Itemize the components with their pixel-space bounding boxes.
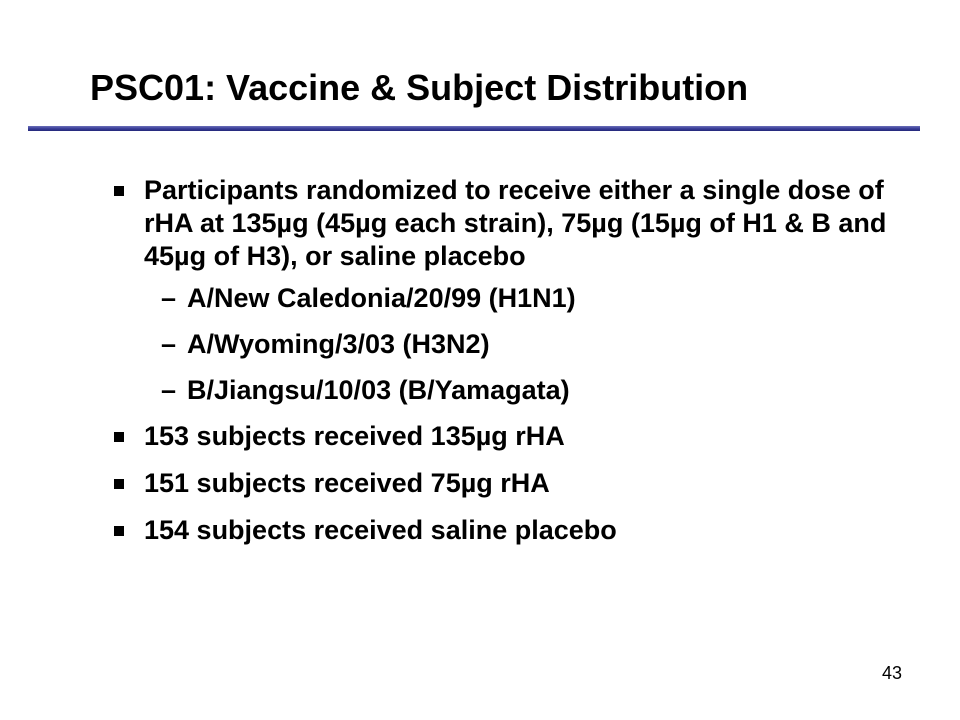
square-bullet-icon [114, 432, 124, 442]
square-bullet-icon [114, 186, 124, 196]
bullet-text: 151 subjects received 75µg rHA [144, 468, 550, 498]
title-divider [28, 126, 920, 131]
sub-bullet-item [112, 282, 912, 315]
dash-bullet-icon: – [161, 329, 177, 359]
bullet-item [112, 467, 912, 500]
sub-bullet-text: B/Jiangsu/10/03 (B/Yamagata) [187, 375, 570, 405]
bullet-item [112, 420, 912, 453]
page-number: 43 [881, 663, 902, 683]
bullet-item [112, 514, 912, 547]
sub-bullet-text: A/Wyoming/3/03 (H3N2) [187, 329, 490, 359]
sub-bullet-text: A/New Caledonia/20/99 (H1N1) [187, 283, 576, 313]
bullet-text: Participants randomized to receive either a single dose of rHA at 135µg (45µg each strain), 75µg (15µg of H1 & B and 45µg of H3), or saline placebo [144, 175, 887, 271]
bullet-list [112, 174, 912, 547]
sub-bullet-group [112, 282, 912, 407]
slide-title: PSC01: Vaccine & Subject Distribution [90, 67, 749, 108]
bullet-item [112, 174, 912, 273]
square-bullet-icon [114, 526, 124, 536]
sub-bullet-list [112, 282, 912, 407]
square-bullet-icon [114, 479, 124, 489]
sub-bullet-item [112, 328, 912, 361]
sub-bullet-item [112, 374, 912, 407]
dash-bullet-icon: – [161, 375, 177, 405]
dash-bullet-icon: – [161, 283, 177, 313]
bullet-text: 154 subjects received saline placebo [144, 515, 617, 545]
bullet-text: 153 subjects received 135µg rHA [144, 421, 565, 451]
